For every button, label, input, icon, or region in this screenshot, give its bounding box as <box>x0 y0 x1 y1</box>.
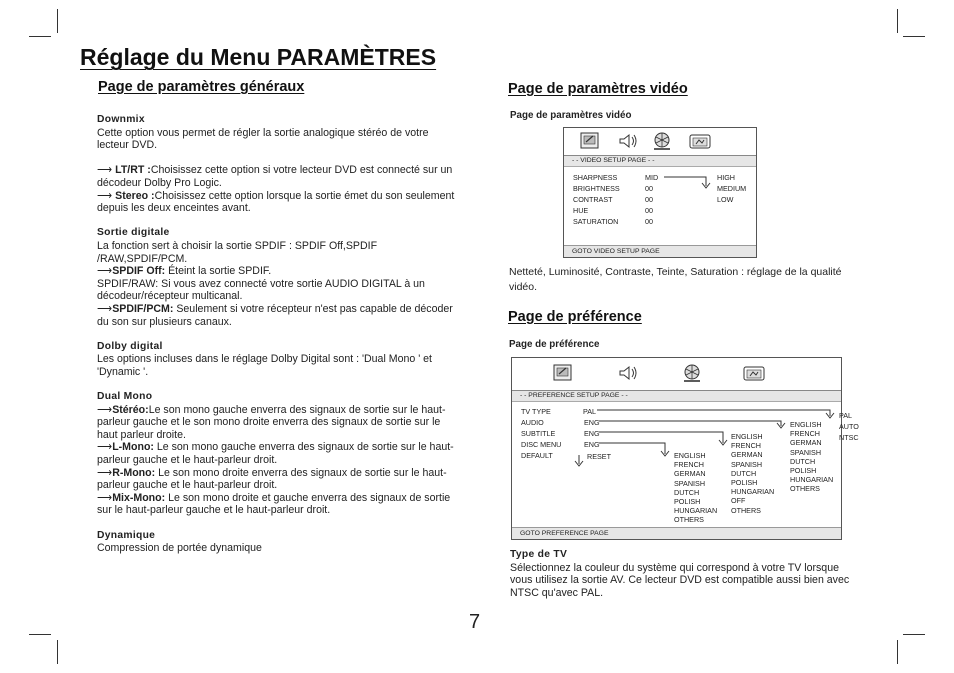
arrow-right-icon: ⟶ <box>97 164 113 177</box>
section-heading-preference: Page de préférence <box>508 309 642 325</box>
setting-label: DEFAULT <box>521 451 553 460</box>
arrow-right-icon: ⟶ <box>97 265 113 278</box>
list-item: HUNGARIAN <box>790 475 834 485</box>
crop-mark <box>29 634 51 635</box>
setting-value: ENG <box>584 440 600 449</box>
stereo-item: ⟶ Stereo :Choisissez cette option lorsque la sortie émet du son seulement depuis les deux enceintes avant. <box>97 189 455 215</box>
dolby-text: Les options incluses dans le réglage Dolby Digital sont : 'Dual Mono ' et 'Dynamic '. <box>97 353 432 378</box>
digital-title: Sortie digitale <box>97 227 170 239</box>
page-number: 7 <box>469 611 481 633</box>
list-item: NTSC <box>839 433 859 442</box>
crop-mark <box>897 640 898 664</box>
arrow-right-icon: ⟶ <box>97 302 113 315</box>
ltrt-item: ⟶ LT/RT :Choisissez cette option si votre lecteur DVD est connecté sur un décodeur Dolby Pro Logic. <box>97 164 453 189</box>
list-item: GERMAN <box>674 469 706 479</box>
connector-arrows <box>512 358 841 539</box>
video-description: Netteté, Luminosité, Contraste, Teinte, Saturation : réglage de la qualité vidéo. <box>509 266 842 293</box>
setting-value: 00 <box>645 195 653 204</box>
list-item: OFF <box>731 496 746 506</box>
screen-footer: GOTO PREFERENCE PAGE <box>512 527 841 539</box>
list-item: SPANISH <box>731 459 763 469</box>
tv-type-list <box>839 410 859 443</box>
crop-mark <box>903 36 925 37</box>
arrow-right-icon: ⟶ <box>97 189 113 202</box>
downmix-title: Downmix <box>97 114 145 125</box>
setting-label: SUBTITLE <box>521 429 556 438</box>
list-item: PAL <box>839 411 853 420</box>
downmix-text: Cette option vous permet de régler la sortie analogique stéréo de votre lecteur DVD. <box>97 126 429 152</box>
tv-type-section <box>510 549 855 599</box>
setting-label: SHARPNESS <box>573 173 618 182</box>
list-item: GERMAN <box>790 438 822 448</box>
setting-value: MID <box>645 173 659 182</box>
screen-footer: GOTO VIDEO SETUP PAGE <box>564 245 756 257</box>
video-setup-screen <box>563 127 757 258</box>
crop-mark <box>29 36 51 37</box>
crop-mark <box>57 9 58 33</box>
screen-header: - - VIDEO SETUP PAGE - - <box>564 156 756 167</box>
digital-text: La fonction sert à choisir la sortie SPDIF : SPDIF Off,SPDIF /RAW,SPDIF/PCM. <box>97 239 378 265</box>
dynamique-title: Dynamique <box>97 529 156 541</box>
dynamique-text: Compression de portée dynamique <box>97 542 262 555</box>
setting-label: SATURATION <box>573 217 619 226</box>
option-value: HIGH <box>717 173 735 182</box>
setting-value: 00 <box>645 206 653 215</box>
list-item: DUTCH <box>790 456 816 466</box>
setting-value: 00 <box>645 184 653 193</box>
list-item: HUNGARIAN <box>731 487 775 497</box>
mixmono-item: ⟶Mix-Mono: Le son mono droite et gauche enverra des signaux de sortie sur le haut-parleur gauche et le haut-parleur droit. <box>97 491 451 517</box>
option-value: LOW <box>717 195 734 204</box>
dualmono-title: Dual Mono <box>97 391 153 403</box>
dolby-title: Dolby digital <box>97 340 163 352</box>
arrow-right-icon: ⟶ <box>97 441 113 454</box>
list-item: POLISH <box>674 497 701 507</box>
tv-type-title: Type de TV <box>510 549 568 560</box>
setting-label: CONTRAST <box>573 195 613 204</box>
section-heading-general: Page de paramètres généraux <box>98 79 305 95</box>
setting-value: 00 <box>645 217 653 226</box>
setting-value: PAL <box>583 407 597 416</box>
page-title: Réglage du Menu PARAMÈTRES <box>80 44 437 70</box>
crop-mark <box>903 634 925 635</box>
setting-label: HUE <box>573 206 589 215</box>
list-item: GERMAN <box>731 450 763 460</box>
dual-stereo-item: ⟶Stéréo:Le son mono gauche enverra des signaux de sortie sur le haut-parleur gauche et le son mono droite enverra des signaux de sortie sur le haut parleur droite. <box>97 403 446 441</box>
arrow-right-icon: ⟶ <box>97 466 113 479</box>
lmono-item: ⟶L-Mono: Le son mono gauche enverra des signaux de sortie sur le haut-parleur gauche et le haut-parleur droit. <box>97 441 454 467</box>
option-value: MEDIUM <box>717 184 747 193</box>
list-item: FRENCH <box>674 460 704 470</box>
general-settings-text <box>97 114 461 555</box>
list-item: DUTCH <box>731 468 757 478</box>
rmono-item: ⟶R-Mono: Le son mono droite enverra des signaux de sortie sur le haut-parleur gauche et le haut-parleur droit. <box>97 466 447 492</box>
list-item: ENGLISH <box>674 451 706 460</box>
crop-mark <box>57 640 58 664</box>
preference-caption: Page de préférence <box>509 339 600 350</box>
spdif-raw-item: SPDIF/RAW: Si vous avez connecté votre sortie AUDIO DIGITAL à un décodeur/récepteur multicanal. <box>97 277 425 303</box>
list-item: POLISH <box>790 466 817 476</box>
spdif-pcm-item: ⟶SPDIF/PCM: Seulement si votre récepteur n'est pas capable de décoder du son sur plusieurs canaux. <box>97 302 453 328</box>
section-heading-video: Page de paramètres vidéo <box>508 81 688 97</box>
arrow-right-icon: ⟶ <box>97 491 113 504</box>
list-item: SPANISH <box>790 447 822 457</box>
list-item: OTHERS <box>674 515 704 525</box>
tv-type-text: Sélectionnez la couleur du système qui correspond à votre TV lorsque vous utilisez la sortie AV. Ce lecteur DVD est compatible aussi bien avec NTSC qu'avec PAL. <box>510 561 850 599</box>
list-item: HUNGARIAN <box>674 506 718 516</box>
list-item: POLISH <box>731 478 758 488</box>
list-item: DUTCH <box>674 487 700 497</box>
setting-label: DISC MENU <box>521 440 562 449</box>
list-item: OTHERS <box>731 505 761 515</box>
list-item: FRENCH <box>731 441 761 451</box>
arrow-right-icon: ⟶ <box>97 403 113 416</box>
setting-value: ENG <box>584 418 600 427</box>
setting-label: BRIGHTNESS <box>573 184 620 193</box>
connector-arrow <box>564 128 756 257</box>
list-item: AUTO <box>839 422 859 431</box>
spdif-off-item: ⟶SPDIF Off: Éteint la sortie SPDIF. <box>97 265 272 278</box>
list-item: ENGLISH <box>731 432 763 441</box>
list-item: OTHERS <box>790 484 820 494</box>
crop-mark <box>897 9 898 33</box>
setting-label: AUDIO <box>521 418 544 427</box>
setting-label: TV TYPE <box>521 407 551 416</box>
screen-header: - - PREFERENCE SETUP PAGE - - <box>512 391 841 402</box>
list-item: ENGLISH <box>790 420 822 429</box>
list-item: FRENCH <box>790 429 820 439</box>
preference-setup-screen <box>511 357 859 540</box>
list-item: SPANISH <box>674 478 706 488</box>
setting-value: ENG <box>584 429 600 438</box>
video-caption: Page de paramètres vidéo <box>510 110 632 121</box>
reset-value: RESET <box>587 452 611 461</box>
